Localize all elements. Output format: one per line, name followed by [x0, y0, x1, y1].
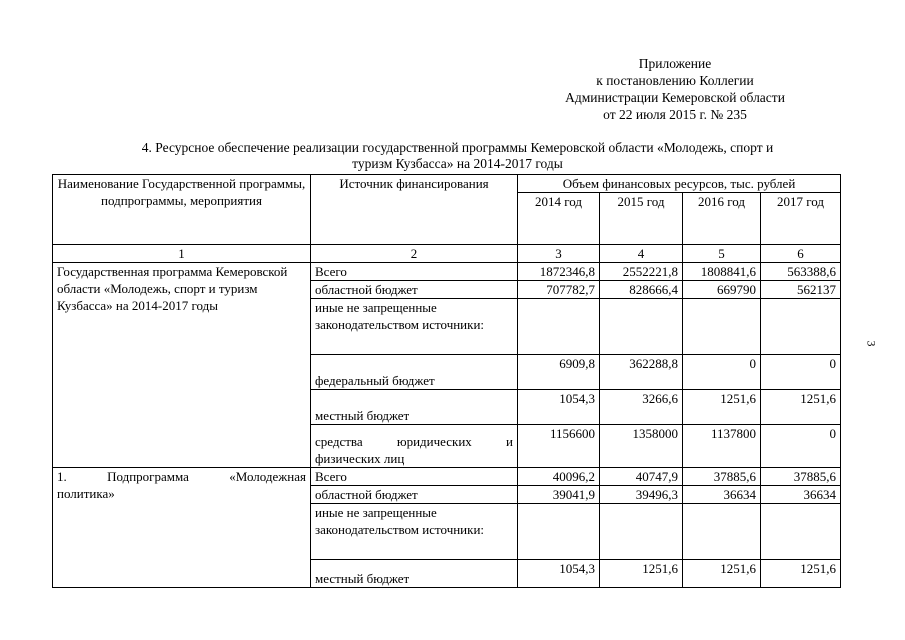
value-cell	[761, 299, 841, 355]
source-cell: областной бюджет	[311, 281, 518, 299]
value-cell: 40096,2	[518, 468, 600, 486]
source-cell: иные не запрещенные законодательством источники:	[311, 504, 518, 560]
value-cell: 1251,6	[761, 390, 841, 425]
value-cell: 563388,6	[761, 263, 841, 281]
subprogram-word: политика»	[57, 486, 115, 501]
value-cell: 0	[683, 355, 761, 390]
column-number: 5	[683, 245, 761, 263]
value-cell: 1251,6	[761, 560, 841, 588]
header-year: 2017 год	[761, 193, 841, 245]
value-cell: 1137800	[683, 425, 761, 468]
value-cell: 1251,6	[600, 560, 683, 588]
source-word: и	[506, 434, 513, 449]
value-cell: 1358000	[600, 425, 683, 468]
value-cell: 1054,3	[518, 560, 600, 588]
appendix-block	[470, 55, 880, 123]
value-cell: 40747,9	[600, 468, 683, 486]
page-number: 3	[864, 340, 879, 347]
header-year: 2016 год	[683, 193, 761, 245]
value-cell: 707782,7	[518, 281, 600, 299]
appendix-line: Приложение	[638, 56, 712, 71]
value-cell: 1156600	[518, 425, 600, 468]
source-cell: федеральный бюджет	[311, 355, 518, 390]
source-cell: местный бюджет	[311, 560, 518, 588]
value-cell: 2552221,8	[600, 263, 683, 281]
value-cell: 3266,6	[600, 390, 683, 425]
source-word: юридических	[396, 434, 472, 449]
value-cell	[518, 504, 600, 560]
value-cell: 1054,3	[518, 390, 600, 425]
value-cell: 1251,6	[683, 560, 761, 588]
subprogram-word: Подпрограмма	[107, 469, 189, 484]
value-cell: 828666,4	[600, 281, 683, 299]
value-cell: 362288,8	[600, 355, 683, 390]
header-volume: Объем финансовых ресурсов, тыс. рублей	[518, 175, 841, 193]
subprogram-word: 1.	[57, 469, 67, 484]
value-cell	[683, 504, 761, 560]
value-cell: 0	[761, 425, 841, 468]
source-cell: Всего	[311, 263, 518, 281]
document-title	[60, 140, 855, 172]
header-year: 2015 год	[600, 193, 683, 245]
title-line: туризм Кузбасса» на 2014-2017 годы	[352, 156, 563, 171]
value-cell: 36634	[683, 486, 761, 504]
column-number: 6	[761, 245, 841, 263]
header-year: 2014 год	[518, 193, 600, 245]
source-word: средства	[315, 434, 363, 449]
column-number: 4	[600, 245, 683, 263]
value-cell	[518, 299, 600, 355]
source-cell: местный бюджет	[311, 390, 518, 425]
source-word: физических лиц	[315, 451, 405, 466]
header-source: Источник финансирования	[311, 175, 518, 245]
header-name: Наименование Государственной программы, подпрограммы, мероприятия	[53, 175, 311, 245]
source-cell: Всего	[311, 468, 518, 486]
source-cell: иные не запрещенные законодательством источники:	[311, 299, 518, 355]
value-cell: 36634	[761, 486, 841, 504]
value-cell: 39041,9	[518, 486, 600, 504]
appendix-line: от 22 июля 2015 г. № 235	[603, 107, 747, 122]
value-cell: 0	[761, 355, 841, 390]
value-cell	[600, 504, 683, 560]
source-cell: областной бюджет	[311, 486, 518, 504]
value-cell: 37885,6	[683, 468, 761, 486]
value-cell: 1808841,6	[683, 263, 761, 281]
value-cell	[600, 299, 683, 355]
subprogram-word: «Молодежная	[229, 469, 306, 484]
appendix-line: Администрации Кемеровской области	[565, 90, 785, 105]
column-number: 3	[518, 245, 600, 263]
value-cell: 1872346,8	[518, 263, 600, 281]
value-cell: 39496,3	[600, 486, 683, 504]
resource-table	[52, 174, 841, 588]
value-cell: 669790	[683, 281, 761, 299]
table-row	[53, 263, 841, 281]
value-cell: 1251,6	[683, 390, 761, 425]
subprogram-name	[53, 468, 311, 588]
program-name: Государственная программа Кемеровской области «Молодежь, спорт и туризм Кузбасса» на 2014-2017 годы	[53, 263, 311, 468]
value-cell: 37885,6	[761, 468, 841, 486]
value-cell: 6909,8	[518, 355, 600, 390]
value-cell	[683, 299, 761, 355]
title-line: 4. Ресурсное обеспечение реализации государственной программы Кемеровской области «Молодежь, спорт и	[141, 140, 774, 155]
value-cell	[761, 504, 841, 560]
column-number: 1	[53, 245, 311, 263]
source-cell	[311, 425, 518, 468]
column-number: 2	[311, 245, 518, 263]
table-row	[53, 468, 841, 486]
appendix-line: к постановлению Коллегии	[596, 73, 754, 88]
value-cell: 562137	[761, 281, 841, 299]
